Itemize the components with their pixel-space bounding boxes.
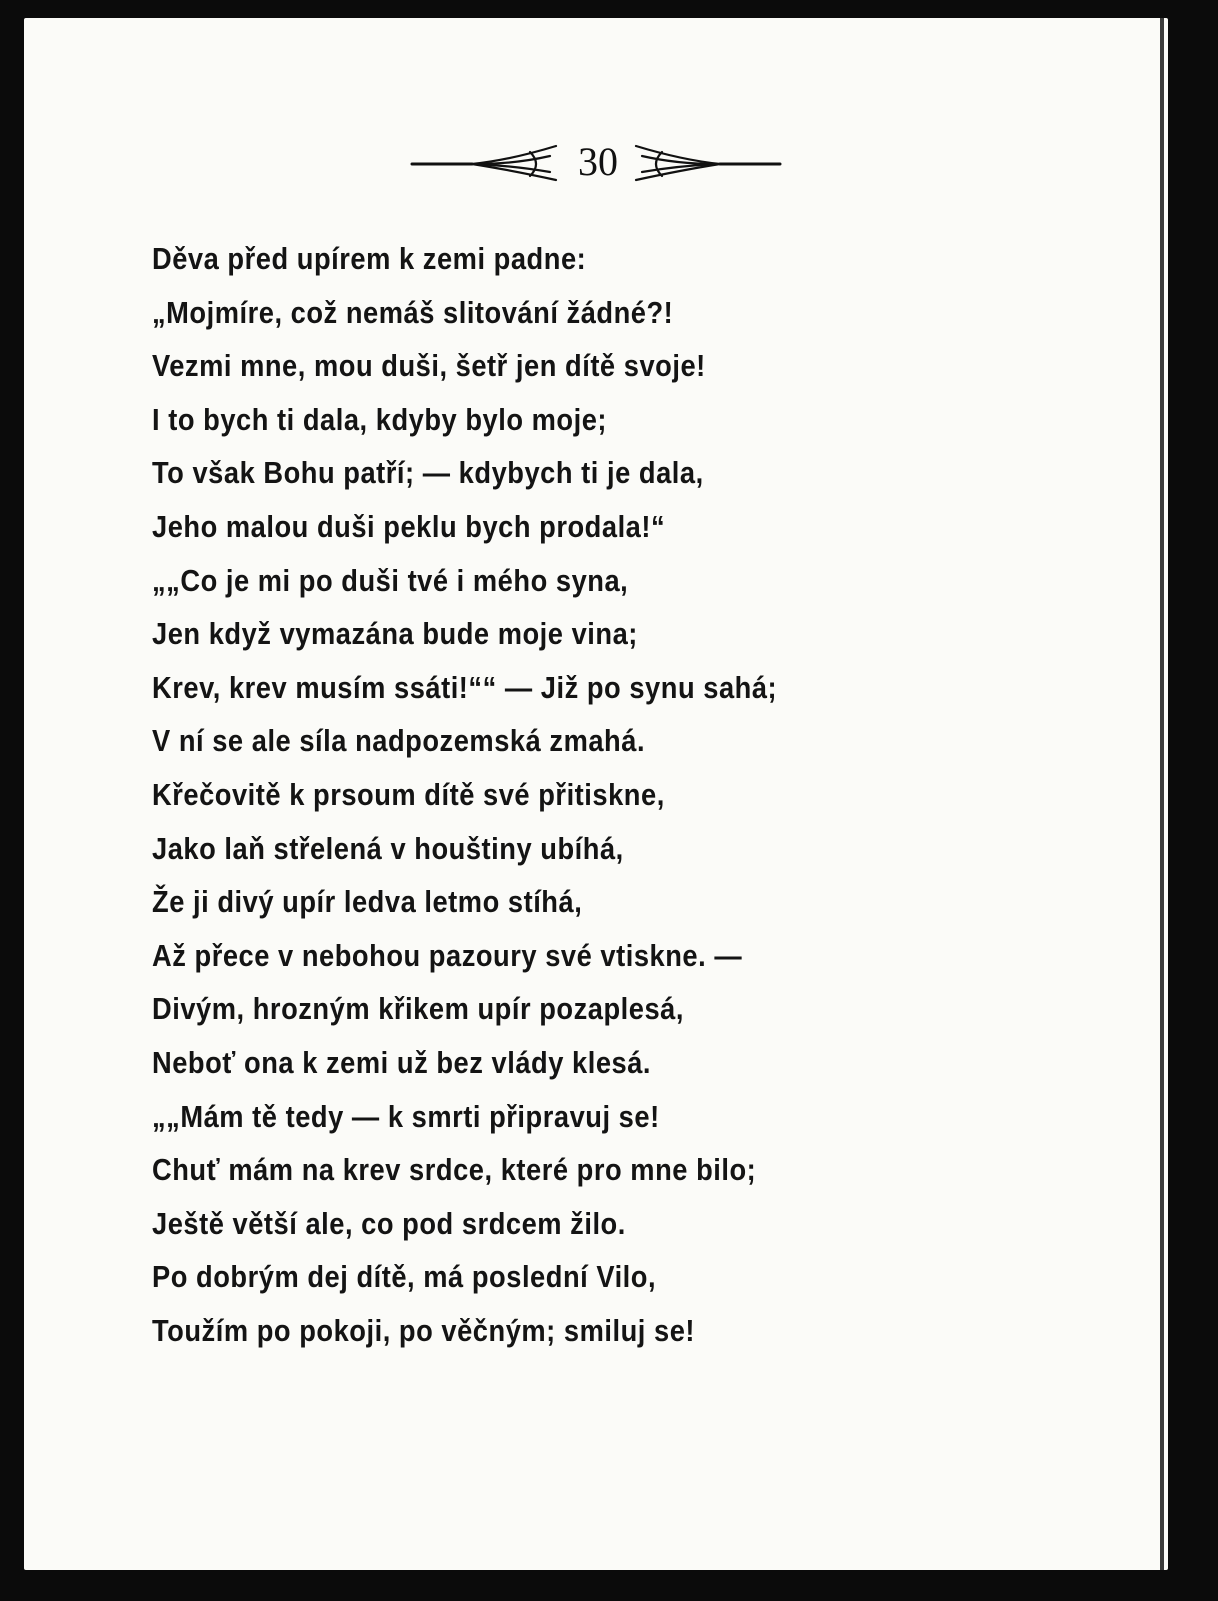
poem-line: Krev, krev musím ssáti!““ — Již po synu sahá; <box>152 669 778 705</box>
poem-line: Že ji divý upír ledva letmo stíhá, <box>152 884 583 920</box>
page-header <box>24 130 1168 190</box>
poem-line: „„Co je mi po duši tvé i mého syna, <box>152 562 629 598</box>
poem-line: To však Bohu patří; — kdybych ti je dala, <box>152 455 704 491</box>
poem-line: Jen když vymazána bude moje vina; <box>152 616 638 652</box>
poem-text <box>152 232 1072 1357</box>
poem-line: Křečovitě k prsoum dítě své přitiskne, <box>152 776 665 812</box>
poem-line: I to bych ti dala, kdyby bylo moje; <box>152 401 608 437</box>
poem-line: Divým, hrozným křikem upír pozaplesá, <box>152 991 684 1027</box>
poem-line: „„Mám tě tedy — k smrti připravuj se! <box>152 1098 660 1134</box>
poem-line: V ní se ale síla nadpozemská zmahá. <box>152 723 646 759</box>
poem-line: „Mojmíre, což nemáš slitování žádné?! <box>152 294 674 330</box>
poem-line: Jeho malou duši peklu bych prodala!“ <box>152 508 666 544</box>
page-spine-edge <box>1160 18 1164 1570</box>
book-page <box>24 18 1168 1570</box>
poem-line: Neboť ona k zemi už bez vlády klesá. <box>152 1044 652 1080</box>
poem-line: Jako laň střelená v houštiny ubíhá, <box>152 830 624 866</box>
arrow-ornament-left-icon <box>410 140 560 187</box>
poem-line: Děva před upírem k zemi padne: <box>152 241 587 276</box>
poem-line: Ještě větší ale, co pod srdcem žilo. <box>152 1205 626 1241</box>
poem-line: Toužím po pokoji, po věčným; smiluj se! <box>152 1312 696 1348</box>
poem-line: Až přece v nebohou pazoury své vtiskne. — <box>152 937 743 973</box>
page-number: 30 <box>578 139 618 184</box>
arrow-ornament-right-icon <box>632 140 782 187</box>
poem-line: Vezmi mne, mou duši, šetř jen dítě svoje! <box>152 348 706 384</box>
poem-line: Po dobrým dej dítě, má poslední Vilo, <box>152 1259 657 1295</box>
poem-line: Chuť mám na krev srdce, které pro mne bilo; <box>152 1152 757 1188</box>
